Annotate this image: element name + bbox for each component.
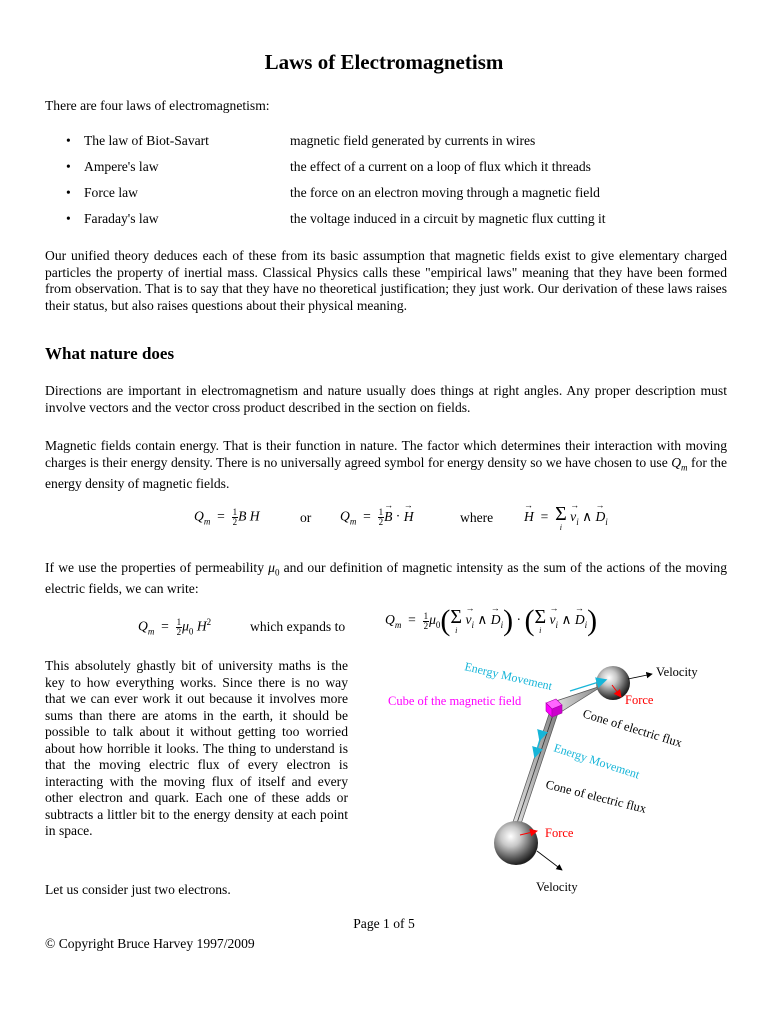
- paragraph-text: Magnetic fields contain energy. That is their function in nature. The factor which determines their interaction with moving charges is their energy density. There is no universally agreed symbol for energy density so we have chosen to use: [45, 438, 727, 470]
- symbol-sub: m: [681, 462, 688, 473]
- two-electron-diagram: [380, 655, 720, 900]
- paragraph-permeability: [45, 560, 727, 598]
- law-item: [66, 185, 726, 203]
- bullet: •: [66, 159, 71, 174]
- paragraph-text: and our definition of magnetic intensity as the sum of the actions of the moving electric fields, we can write:: [45, 560, 727, 597]
- section-heading: What nature does: [45, 344, 175, 363]
- equation-expands: which expands to: [250, 619, 346, 634]
- paragraph-ghastly-maths: This absolutely ghastly bit of university maths is the key to how everything works. Since there is no way that we can ever work it out because it involves more sums than there are atoms in the earth, it should be possible to talk about it without getting too worried about how horrible it looks. The thing to understand is that the moving electric flux of every electron is interacting with the moving flux of itself and every other electron and quark. Each one of these adds or subtracts a littler bit to the energy density at each point in space.: [45, 658, 348, 838]
- cone-axis: [514, 712, 554, 832]
- bullet: •: [66, 185, 71, 200]
- paragraph-directions: Directions are important in electromagnetism and nature usually does things at right angles. Any proper description must involve vectors and the vector cross product described in the section on fields.: [45, 383, 727, 415]
- law-item: [66, 159, 726, 177]
- label-energy-movement-middle: Energy Movement: [552, 740, 642, 782]
- law-item: [66, 133, 726, 151]
- bullet: •: [66, 211, 71, 226]
- label-cone-top: Cone of electric flux: [581, 706, 684, 751]
- law-name: The law of Biot-Savart: [84, 133, 209, 148]
- copyright-notice: © Copyright Bruce Harvey 1997/2009: [45, 936, 255, 951]
- law-item: [66, 211, 726, 229]
- law-name: Ampere's law: [84, 159, 159, 174]
- velocity-arrow-bottom: [537, 851, 562, 870]
- electron-bottom: [494, 821, 538, 865]
- equation-qm-bh: $Q_m$ = $\frac{1}{2}$ B H: [194, 507, 260, 527]
- symbol-mu: μ: [268, 560, 275, 575]
- law-description: magnetic field generated by currents in wires: [290, 133, 536, 148]
- label-cube: Cube of the magnetic field: [388, 694, 522, 708]
- label-velocity-bottom: Velocity: [536, 880, 578, 894]
- velocity-arrow-top: [628, 674, 652, 679]
- law-description: the voltage induced in a circuit by magnetic flux cutting it: [290, 211, 606, 226]
- equation-h-sum: → H = Σ i → $v_i$ ∧ → $D_i$: [524, 504, 608, 532]
- equation-qm-expanded: $Q_m$ = $\frac{1}{2}$ $\mu_0$( Σ i → $v_i$ ∧ → $D_i$) · ( Σ i → $v_i$ ∧ → $D_i$): [385, 604, 597, 638]
- paragraph-energy-density: [45, 438, 727, 492]
- intro-text: There are four laws of electromagnetism:: [45, 98, 270, 113]
- label-force-top: Force: [625, 693, 654, 707]
- bullet: •: [66, 133, 71, 148]
- law-description: the effect of a current on a loop of flux which it threads: [290, 159, 591, 174]
- page-number: Page 1 of 5: [353, 916, 415, 931]
- label-energy-movement-top: Energy Movement: [463, 659, 554, 694]
- law-name: Force law: [84, 185, 138, 200]
- equation-qm-bdoth: $Q_m$ = $\frac{1}{2}$ → B · → H: [340, 508, 414, 527]
- equation-or: or: [300, 510, 312, 525]
- paragraph-text: If we use the properties of permeability: [45, 560, 269, 575]
- equation-where: where: [460, 510, 494, 525]
- paragraph-text: for the energy density of magnetic fields.: [45, 454, 727, 491]
- paragraph-unified-theory: Our unified theory deduces each of these from its basic assumption that magnetic fields exist to give elementary charged particles the property of inertial mass. Classical Physics calls these "empirical laws" meaning that they have been formed from observation. That is to say that they have no theoretical justification; they just work. Our derivation of these laws raises their status, but also raises questions about their physical meaning.: [45, 248, 727, 313]
- label-velocity-top: Velocity: [656, 665, 698, 679]
- equation-qm-mu-h2: $Q_m$ = $\frac{1}{2}$ $\mu_0$ $H^2$: [138, 616, 212, 637]
- symbol-q: Q: [671, 454, 682, 470]
- law-description: the force on an electron moving through a magnetic field: [290, 185, 600, 200]
- symbol-mu-sub: 0: [274, 567, 280, 578]
- label-force-bottom: Force: [545, 826, 574, 840]
- paragraph-two-electrons: Let us consider just two electrons.: [45, 882, 231, 897]
- label-cone-bottom: Cone of electric flux: [544, 777, 648, 816]
- page-title: Laws of Electromagnetism: [264, 50, 504, 74]
- law-name: Faraday's law: [84, 211, 159, 226]
